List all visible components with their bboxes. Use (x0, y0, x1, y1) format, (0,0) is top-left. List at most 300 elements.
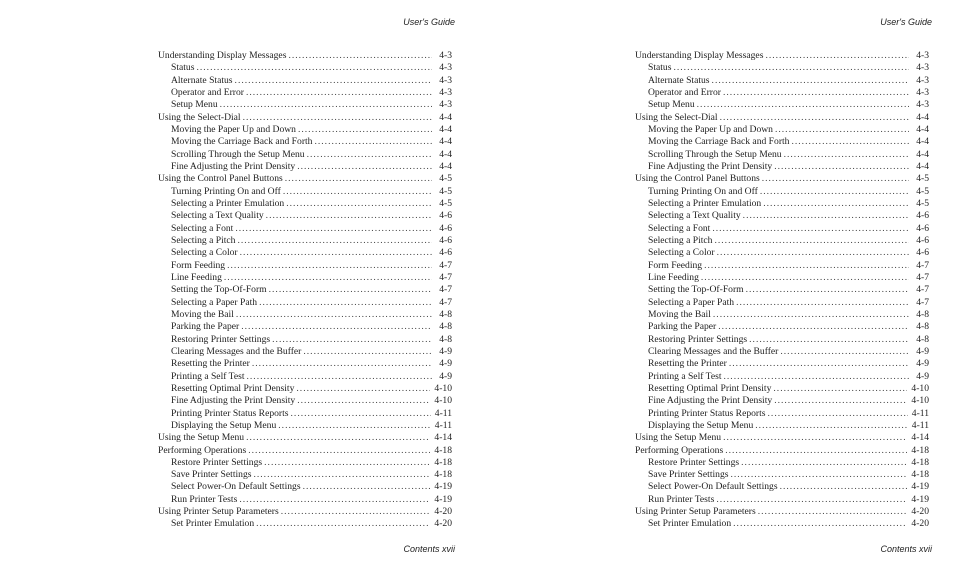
toc-entry-title: Restore Printer Settings (171, 456, 263, 468)
toc-entry[interactable] (158, 334, 452, 346)
dot-leader (730, 469, 907, 481)
running-header: User's Guide (403, 17, 455, 27)
dot-leader (235, 223, 432, 235)
toc-entry-title: Printing a Self Test (171, 370, 245, 382)
toc-entry-page: 4-3 (439, 50, 452, 61)
toc-entry-page: 4-10 (911, 395, 929, 407)
toc-entry[interactable] (158, 272, 452, 284)
toc-entry[interactable] (158, 481, 452, 493)
toc-entry-page: 4-4 (916, 148, 929, 160)
toc-entry-title: Selecting a Color (171, 247, 238, 259)
toc-entry-title: Operator and Error (648, 86, 721, 98)
toc-entry-page: 4-5 (439, 173, 452, 185)
toc-entry[interactable] (158, 518, 452, 530)
dot-leader (291, 408, 431, 420)
toc-entry[interactable] (158, 247, 452, 259)
toc-entry[interactable] (158, 124, 452, 136)
toc-entry[interactable] (635, 457, 929, 469)
toc-entry-page: 4-4 (916, 160, 929, 172)
toc-entry[interactable] (635, 445, 929, 457)
toc-entry-title: Selecting a Font (648, 222, 711, 234)
dot-leader (264, 457, 430, 469)
toc-entry[interactable] (635, 383, 929, 395)
toc-entry[interactable] (158, 198, 452, 210)
dot-leader (296, 383, 430, 395)
toc-entry[interactable] (635, 506, 929, 518)
toc-entry-page: 4-7 (439, 284, 452, 296)
toc-entry-title: Selecting a Color (648, 247, 715, 259)
toc-entry-title: Status (648, 62, 672, 74)
toc-entry-page: 4-8 (916, 308, 929, 320)
toc-entry-title: Resetting Optimal Print Density (171, 382, 295, 394)
toc-entry-page: 4-6 (439, 210, 452, 222)
toc-entry[interactable] (158, 136, 452, 148)
toc-entry[interactable] (635, 75, 929, 87)
running-footer: Contents xvii (880, 544, 932, 554)
toc-entry-title: Selecting a Font (171, 222, 234, 234)
dot-leader (762, 173, 909, 185)
toc-entry-title: Selecting a Printer Emulation (648, 197, 762, 209)
dot-leader (224, 272, 432, 284)
toc-entry[interactable] (635, 112, 929, 124)
toc-entry[interactable] (635, 481, 929, 493)
dot-leader (235, 75, 432, 87)
toc-entry-title: Fine Adjusting the Print Density (648, 395, 773, 407)
toc-entry[interactable] (158, 371, 452, 383)
toc-entry[interactable] (635, 149, 929, 161)
toc-entry[interactable] (635, 198, 929, 210)
toc-entry-page: 4-18 (911, 456, 929, 468)
toc-entry-page: 4-11 (911, 407, 929, 419)
toc-entry-page: 4-8 (916, 333, 929, 345)
toc-entry-title: Alternate Status (648, 74, 710, 86)
dot-leader (720, 112, 909, 124)
dot-leader (307, 149, 432, 161)
toc-entry-title: Clearing Messages and the Buffer (171, 345, 302, 357)
dot-leader (716, 494, 907, 506)
toc-entry-page: 4-20 (434, 518, 452, 530)
dot-leader (765, 50, 909, 62)
toc-entry-title: Run Printer Tests (171, 493, 238, 505)
dot-leader (283, 186, 432, 198)
toc-entry[interactable] (158, 161, 452, 173)
toc-entry-title: Moving the Carriage Back and Forth (171, 136, 313, 148)
toc-entry-page: 4-20 (911, 506, 929, 518)
toc-entry-title: Setup Menu (648, 99, 695, 111)
toc-entry[interactable] (635, 260, 929, 272)
dot-leader (266, 210, 432, 222)
toc-entry[interactable] (158, 469, 452, 481)
toc-entry[interactable] (158, 62, 452, 74)
toc-entry-page: 4-14 (434, 432, 452, 444)
dot-leader (791, 136, 909, 148)
toc-entry-title: Using the Setup Menu (158, 432, 245, 444)
toc-entry-page: 4-18 (911, 444, 929, 456)
toc-entry-page: 4-19 (911, 493, 929, 505)
toc-entry[interactable] (635, 186, 929, 198)
toc-entry[interactable] (635, 272, 929, 284)
dot-leader (758, 506, 908, 518)
toc-entry-page: 4-11 (911, 419, 929, 431)
toc-list (158, 50, 452, 531)
toc-entry[interactable] (158, 420, 452, 432)
dot-leader (713, 309, 909, 321)
dot-leader (297, 161, 432, 173)
dot-leader (697, 99, 909, 111)
toc-entry[interactable] (158, 87, 452, 99)
dot-leader (288, 50, 432, 62)
toc-entry-title: Form Feeding (648, 259, 703, 271)
toc-entry-page: 4-5 (439, 185, 452, 197)
dot-leader (780, 481, 908, 493)
toc-entry-page: 4-8 (916, 321, 929, 333)
toc-entry-title: Fine Adjusting the Print Density (171, 395, 296, 407)
toc-entry-page: 4-4 (916, 111, 929, 123)
toc-list (635, 50, 929, 531)
toc-entry-title: Form Feeding (171, 259, 226, 271)
toc-entry[interactable] (635, 309, 929, 321)
dot-leader (673, 62, 909, 74)
dot-leader (725, 445, 907, 457)
dot-leader (269, 284, 432, 296)
toc-entry-page: 4-7 (916, 296, 929, 308)
toc-entry-title: Turning Printing On and Off (171, 185, 281, 197)
toc-entry-page: 4-9 (439, 345, 452, 357)
dot-leader (248, 445, 430, 457)
toc-entry-page: 4-10 (434, 395, 452, 407)
toc-entry-page: 4-10 (434, 382, 452, 394)
toc-entry-title: Set Printer Emulation (171, 518, 255, 530)
dot-leader (746, 284, 909, 296)
toc-entry-page: 4-20 (434, 506, 452, 518)
toc-entry[interactable] (635, 469, 929, 481)
toc-entry-title: Select Power-On Default Settings (648, 481, 778, 493)
dot-leader (285, 173, 432, 185)
toc-entry[interactable] (158, 260, 452, 272)
dot-leader (736, 297, 909, 309)
toc-entry-title: Parking the Paper (171, 321, 240, 333)
toc-entry-page: 4-11 (434, 419, 452, 431)
toc-entry-page: 4-3 (916, 50, 929, 61)
dot-leader (237, 235, 432, 247)
toc-entry-title: Using Printer Setup Parameters (158, 506, 279, 518)
dot-leader (247, 371, 433, 383)
dot-leader (303, 481, 431, 493)
toc-entry[interactable] (635, 297, 929, 309)
toc-entry-page: 4-6 (916, 234, 929, 246)
toc-entry-page: 4-19 (434, 481, 452, 493)
dot-leader (241, 321, 432, 333)
toc-entry-title: Using the Control Panel Buttons (635, 173, 760, 185)
dot-leader (773, 383, 907, 395)
dot-leader (741, 457, 907, 469)
toc-entry-title: Using the Setup Menu (635, 432, 722, 444)
dot-leader (253, 469, 430, 481)
toc-entry[interactable] (635, 518, 929, 530)
toc-entry-page: 4-3 (916, 62, 929, 74)
toc-entry-title: Performing Operations (158, 444, 247, 456)
toc-entry-page: 4-3 (439, 62, 452, 74)
toc-entry-page: 4-20 (911, 518, 929, 530)
toc-entry-title: Printing Printer Status Reports (648, 407, 766, 419)
toc-entry-page: 4-18 (434, 456, 452, 468)
toc-entry[interactable] (635, 161, 929, 173)
toc-entry-page: 4-3 (439, 74, 452, 86)
toc-entry-page: 4-3 (916, 99, 929, 111)
dot-leader (760, 186, 909, 198)
toc-entry-title: Clearing Messages and the Buffer (648, 345, 779, 357)
toc-entry-title: Restoring Printer Settings (171, 333, 271, 345)
toc-entry[interactable] (158, 457, 452, 469)
dot-leader (712, 75, 909, 87)
dot-leader (768, 408, 908, 420)
toc-entry-title: Fine Adjusting the Print Density (648, 160, 773, 172)
toc-entry[interactable] (635, 247, 929, 259)
toc-entry-page: 4-14 (911, 432, 929, 444)
toc-entry-title: Selecting a Printer Emulation (171, 197, 285, 209)
dot-leader (755, 420, 908, 432)
dot-leader (701, 272, 909, 284)
toc-entry-title: Selecting a Text Quality (648, 210, 741, 222)
dot-leader (724, 371, 910, 383)
toc-entry-title: Selecting a Paper Path (171, 296, 258, 308)
toc-entry-title: Setup Menu (171, 99, 218, 111)
dot-leader (278, 420, 431, 432)
dot-leader (252, 358, 432, 370)
toc-entry-title: Operator and Error (171, 86, 244, 98)
toc-entry-title: Printing Printer Status Reports (171, 407, 289, 419)
toc-entry-page: 4-9 (439, 358, 452, 370)
toc-entry-page: 4-10 (911, 382, 929, 394)
toc-entry-page: 4-6 (439, 234, 452, 246)
toc-entry[interactable] (635, 87, 929, 99)
dot-leader (723, 87, 909, 99)
toc-entry[interactable] (158, 50, 452, 62)
toc-entry-title: Moving the Paper Up and Down (648, 123, 773, 135)
toc-entry-page: 4-4 (439, 148, 452, 160)
toc-entry-page: 4-11 (434, 407, 452, 419)
toc-entry[interactable] (158, 395, 452, 407)
toc-entry-title: Moving the Paper Up and Down (171, 123, 296, 135)
toc-entry-title: Select Power-On Default Settings (171, 481, 301, 493)
toc-entry-page: 4-7 (439, 296, 452, 308)
toc-entry-title: Moving the Bail (648, 308, 711, 320)
dot-leader (227, 260, 432, 272)
toc-entry-page: 4-6 (439, 222, 452, 234)
toc-entry-title: Setting the Top-Of-Form (171, 284, 267, 296)
toc-entry-title: Save Printer Settings (648, 469, 729, 481)
running-header: User's Guide (880, 17, 932, 27)
toc-entry-page: 4-19 (911, 481, 929, 493)
toc-entry-title: Displaying the Setup Menu (171, 419, 277, 431)
toc-entry-page: 4-8 (439, 333, 452, 345)
toc-entry[interactable] (635, 50, 929, 62)
toc-entry[interactable] (635, 432, 929, 444)
toc-entry-page: 4-4 (916, 136, 929, 148)
toc-entry[interactable] (635, 395, 929, 407)
toc-entry[interactable] (635, 334, 929, 346)
toc-entry-title: Moving the Carriage Back and Forth (648, 136, 790, 148)
toc-entry-page: 4-3 (439, 99, 452, 111)
dot-leader (236, 309, 432, 321)
dot-leader (256, 518, 430, 530)
toc-entry[interactable] (158, 75, 452, 87)
dot-leader (775, 124, 909, 136)
toc-entry[interactable] (158, 494, 452, 506)
toc-entry[interactable] (635, 124, 929, 136)
toc-entry[interactable] (635, 321, 929, 333)
toc-entry[interactable] (158, 99, 452, 111)
toc-entry-page: 4-4 (439, 160, 452, 172)
dot-leader (243, 112, 432, 124)
toc-entry-title: Save Printer Settings (171, 469, 252, 481)
toc-entry-page: 4-5 (916, 185, 929, 197)
right-page (477, 0, 954, 580)
toc-entry[interactable] (158, 235, 452, 247)
dot-leader (729, 358, 909, 370)
toc-entry-title: Selecting a Paper Path (648, 296, 735, 308)
toc-entry-title: Resetting Optimal Print Density (648, 382, 772, 394)
toc-entry-title: Using the Control Panel Buttons (158, 173, 283, 185)
toc-entry-page: 4-8 (439, 308, 452, 320)
toc-entry[interactable] (635, 358, 929, 370)
dot-leader (717, 247, 909, 259)
toc-entry[interactable] (158, 112, 452, 124)
toc-entry-page: 4-19 (434, 493, 452, 505)
toc-entry-title: Using the Select-Dial (158, 111, 241, 123)
toc-entry-title: Status (171, 62, 195, 74)
toc-entry[interactable] (158, 408, 452, 420)
dot-leader (298, 124, 432, 136)
toc-entry[interactable] (635, 408, 929, 420)
toc-entry[interactable] (158, 173, 452, 185)
toc-entry-title: Set Printer Emulation (648, 518, 732, 530)
dot-leader (774, 395, 907, 407)
toc-entry[interactable] (158, 309, 452, 321)
toc-entry-page: 4-7 (439, 259, 452, 271)
dot-leader (240, 247, 432, 259)
toc-entry[interactable] (158, 445, 452, 457)
dot-leader (239, 494, 430, 506)
toc-entry-title: Restore Printer Settings (648, 456, 740, 468)
toc-entry-page: 4-7 (916, 284, 929, 296)
dot-leader (718, 321, 909, 333)
dot-leader (784, 149, 909, 161)
toc-entry[interactable] (635, 99, 929, 111)
toc-entry[interactable] (635, 235, 929, 247)
toc-entry-title: Using Printer Setup Parameters (635, 506, 756, 518)
dot-leader (196, 62, 432, 74)
toc-entry-title: Resetting the Printer (171, 358, 250, 370)
toc-entry[interactable] (635, 494, 929, 506)
toc-entry-page: 4-3 (916, 74, 929, 86)
toc-entry-page: 4-7 (916, 259, 929, 271)
toc-entry-title: Resetting the Printer (648, 358, 727, 370)
toc-entry[interactable] (635, 420, 929, 432)
toc-entry[interactable] (635, 210, 929, 222)
toc-entry[interactable] (158, 210, 452, 222)
dot-leader (704, 260, 909, 272)
toc-entry[interactable] (158, 297, 452, 309)
toc-entry-page: 4-4 (439, 111, 452, 123)
toc-entry-page: 4-4 (439, 123, 452, 135)
toc-entry-page: 4-9 (916, 345, 929, 357)
dot-leader (259, 297, 432, 309)
dot-leader (246, 432, 430, 444)
toc-entry[interactable] (635, 371, 929, 383)
toc-entry[interactable] (158, 358, 452, 370)
toc-entry[interactable] (635, 284, 929, 296)
dot-leader (297, 395, 430, 407)
dot-leader (743, 210, 909, 222)
toc-entry[interactable] (635, 173, 929, 185)
toc-entry-page: 4-18 (911, 469, 929, 481)
toc-entry[interactable] (635, 62, 929, 74)
toc-entry-title: Selecting a Pitch (171, 234, 236, 246)
dot-leader (303, 346, 432, 358)
toc-entry-title: Selecting a Pitch (648, 234, 713, 246)
toc-entry[interactable] (158, 432, 452, 444)
toc-entry-page: 4-3 (439, 86, 452, 98)
toc-entry-page: 4-18 (434, 444, 452, 456)
toc-entry-title: Alternate Status (171, 74, 233, 86)
dot-leader (774, 161, 909, 173)
running-footer: Contents xvii (403, 544, 455, 554)
dot-leader (314, 136, 432, 148)
toc-entry[interactable] (158, 149, 452, 161)
toc-entry-page: 4-6 (916, 222, 929, 234)
toc-entry-title: Scrolling Through the Setup Menu (648, 148, 782, 160)
toc-entry-page: 4-6 (439, 247, 452, 259)
toc-entry-title: Performing Operations (635, 444, 724, 456)
toc-entry-page: 4-4 (439, 136, 452, 148)
toc-entry[interactable] (158, 346, 452, 358)
toc-entry[interactable] (158, 383, 452, 395)
toc-entry-title: Setting the Top-Of-Form (648, 284, 744, 296)
toc-entry[interactable] (158, 284, 452, 296)
dot-leader (246, 87, 432, 99)
toc-entry-title: Using the Select-Dial (635, 111, 718, 123)
toc-entry-page: 4-9 (916, 370, 929, 382)
dot-leader (763, 198, 909, 210)
toc-entry-page: 4-8 (439, 321, 452, 333)
toc-entry-page: 4-6 (916, 247, 929, 259)
toc-entry[interactable] (635, 223, 929, 235)
dot-leader (733, 518, 907, 530)
dot-leader (712, 223, 909, 235)
toc-entry-page: 4-7 (916, 271, 929, 283)
dot-leader (780, 346, 909, 358)
toc-entry[interactable] (158, 321, 452, 333)
dot-leader (272, 334, 432, 346)
toc-entry-title: Selecting a Text Quality (171, 210, 264, 222)
toc-entry-title: Scrolling Through the Setup Menu (171, 148, 305, 160)
toc-entry-title: Displaying the Setup Menu (648, 419, 754, 431)
toc-entry-page: 4-5 (916, 197, 929, 209)
toc-entry-page: 4-5 (916, 173, 929, 185)
dot-leader (723, 432, 907, 444)
toc-entry[interactable] (158, 223, 452, 235)
toc-entry[interactable] (635, 346, 929, 358)
toc-entry[interactable] (158, 506, 452, 518)
dot-leader (220, 99, 432, 111)
toc-entry-page: 4-4 (916, 123, 929, 135)
toc-entry-title: Understanding Display Messages (635, 50, 764, 61)
toc-entry[interactable] (635, 136, 929, 148)
toc-entry[interactable] (158, 186, 452, 198)
toc-entry-title: Moving the Bail (171, 308, 234, 320)
toc-entry-page: 4-5 (439, 197, 452, 209)
